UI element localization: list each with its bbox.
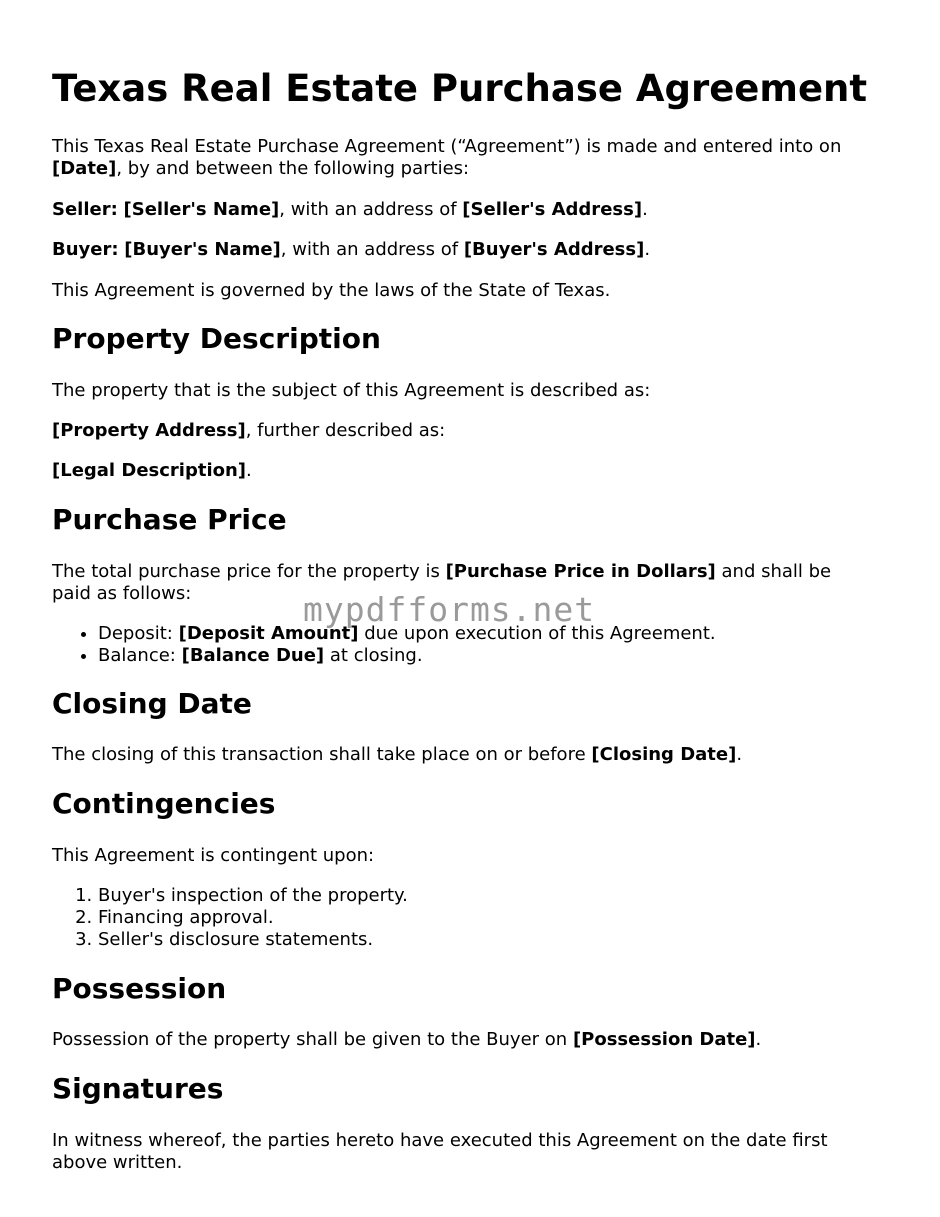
deposit-label: Deposit: [98, 623, 173, 644]
governing-law-paragraph: This Agreement is governed by the laws of the State of Texas. [52, 280, 611, 301]
closing-date-placeholder: [Closing Date] [591, 744, 737, 765]
buyer-line [52, 239, 872, 261]
price-text-after: and shall be paid as follows: [52, 561, 832, 604]
seller-name-placeholder: [Seller's Name] [123, 199, 280, 220]
balance-placeholder: [Balance Due] [181, 645, 325, 666]
possession-end: . [755, 1029, 762, 1050]
watermark: mypdfforms.net [303, 590, 596, 629]
property-heading: Property Description [52, 322, 381, 355]
possession-heading: Possession [52, 972, 227, 1005]
closing-date-heading: Closing Date [52, 687, 252, 720]
purchase-price-heading: Purchase Price [52, 503, 287, 536]
balance-rest: at closing. [329, 645, 423, 666]
date-placeholder: [Date] [52, 158, 117, 179]
intro-text-after: , by and between the following parties: [116, 158, 470, 179]
buyer-middle-text: , with an address of [280, 239, 459, 260]
possession-paragraph [52, 1029, 872, 1051]
contingencies-intro: This Agreement is contingent upon: [52, 845, 375, 866]
property-address-line [52, 420, 872, 442]
closing-text: The closing of this transaction shall take place on or before [52, 744, 586, 765]
property-address-placeholder: [Property Address] [52, 420, 246, 441]
deposit-rest: due upon execution of this Agreement. [364, 623, 716, 644]
page-title: Texas Real Estate Purchase Agreement [52, 67, 868, 110]
signatures-heading: Signatures [52, 1072, 224, 1105]
seller-end: . [642, 199, 648, 220]
list-item: 3. Seller's disclosure statements. [98, 929, 408, 951]
deposit-placeholder: [Deposit Amount] [178, 623, 359, 644]
seller-label: Seller: [52, 199, 118, 220]
list-item [98, 645, 716, 667]
intro-paragraph [52, 136, 872, 180]
buyer-label: Buyer: [52, 239, 119, 260]
closing-paragraph [52, 744, 872, 766]
buyer-end: . [644, 239, 651, 260]
property-further-text: , further described as: [245, 420, 446, 441]
possession-text: Possession of the property shall be given to the Buyer on [52, 1029, 568, 1050]
contingencies-list [52, 885, 408, 951]
property-intro: The property that is the subject of this Agreement is described as: [52, 380, 651, 401]
buyer-address-placeholder: [Buyer's Address] [463, 239, 645, 260]
legal-description-line [52, 460, 872, 482]
list-item: 2. Financing approval. [98, 907, 408, 929]
purchase-price-placeholder: [Purchase Price in Dollars] [445, 561, 716, 582]
closing-end: . [736, 744, 743, 765]
seller-middle-text: , with an address of [279, 199, 457, 220]
contingencies-heading: Contingencies [52, 787, 276, 820]
intro-text: This Texas Real Estate Purchase Agreement (“Agreement”) is made and entered into on [52, 136, 842, 157]
seller-line [52, 199, 872, 221]
buyer-name-placeholder: [Buyer's Name] [124, 239, 281, 260]
seller-address-placeholder: [Seller's Address] [462, 199, 643, 220]
signatures-paragraph: In witness whereof, the parties hereto have executed this Agreement on the date first above written. [52, 1130, 828, 1173]
possession-date-placeholder: [Possession Date] [572, 1029, 756, 1050]
legal-description-placeholder: [Legal Description] [52, 460, 247, 481]
balance-label: Balance: [98, 645, 176, 666]
list-item: 1. Buyer's inspection of the property. [98, 885, 408, 907]
price-text-before: The total purchase price for the property is [52, 561, 440, 582]
legal-end: . [246, 460, 252, 481]
